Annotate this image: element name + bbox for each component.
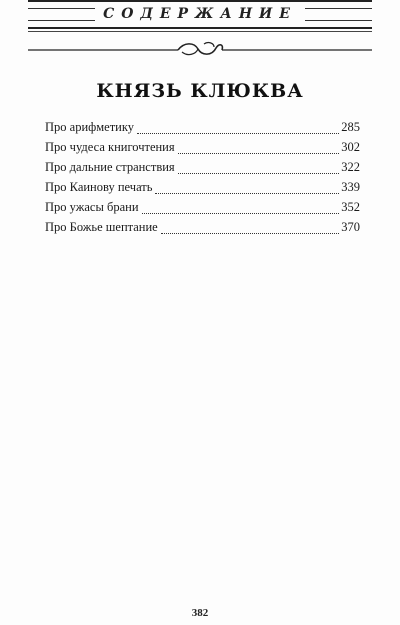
header-rule-thin: [28, 31, 372, 32]
dot-leader: [161, 232, 340, 234]
toc-entry-label: Про Божье шептание: [45, 220, 158, 234]
toc-entry-page: 285: [341, 120, 360, 134]
toc-entry-label: Про ужасы брани: [45, 200, 139, 214]
page-number: 382: [191, 607, 209, 619]
toc-entry[interactable]: [45, 200, 360, 220]
toc-entry-page: 322: [341, 160, 360, 174]
chapter-title: КНЯЗЬ КЛЮКВА: [96, 80, 304, 102]
dot-leader: [155, 192, 339, 194]
toc-entry[interactable]: [45, 220, 360, 240]
toc-entry-label: Про чудеса книгочтения: [45, 140, 175, 154]
toc-entry[interactable]: [45, 140, 360, 160]
toc-entry-page: 302: [341, 140, 360, 154]
dot-leader: [178, 172, 340, 174]
toc-entry-label: Про арифметику: [45, 120, 134, 134]
toc-entry-page: 370: [341, 220, 360, 234]
toc-entry[interactable]: [45, 160, 360, 180]
dot-leader: [137, 132, 339, 134]
toc-entry-page: 352: [341, 200, 360, 214]
header-rule-thick: [28, 27, 372, 29]
toc-entry-label: Про Каинову печать: [45, 180, 153, 194]
toc-entry-label: Про дальние странствия: [45, 160, 175, 174]
toc-entry[interactable]: [45, 180, 360, 200]
header-rule-top: [28, 0, 372, 2]
toc-entry-page: 339: [341, 180, 360, 194]
flourish-divider-icon: [28, 40, 372, 60]
table-of-contents: [45, 120, 360, 240]
dot-leader: [142, 212, 340, 214]
dot-leader: [178, 152, 340, 154]
running-header-title: СОДЕРЖАНИЕ: [103, 6, 297, 22]
running-header: [28, 4, 372, 24]
toc-entry[interactable]: [45, 120, 360, 140]
